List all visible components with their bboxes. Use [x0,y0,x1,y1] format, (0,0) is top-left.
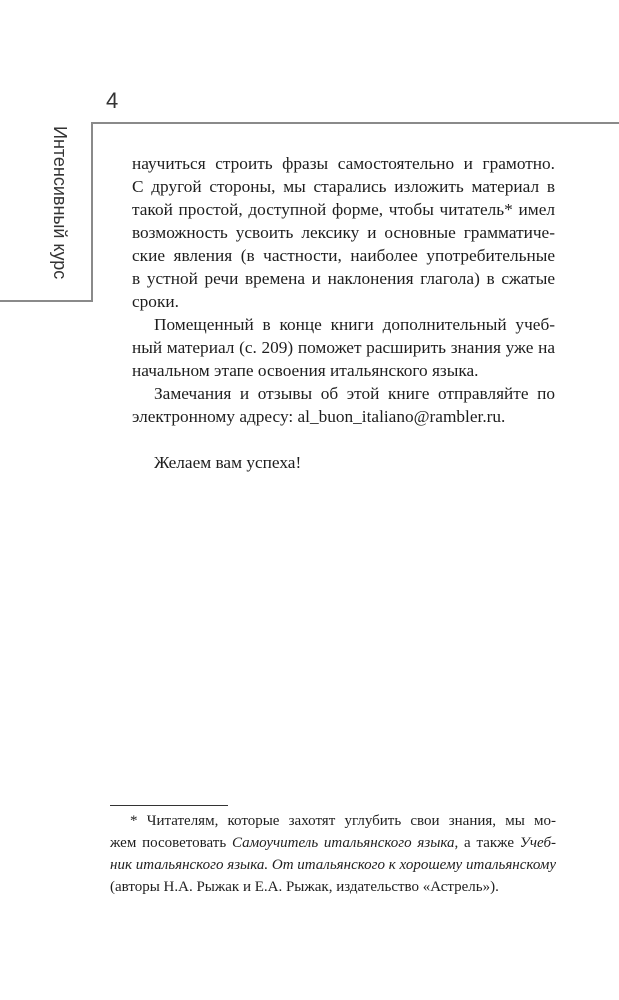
body-line: в устной речи времена и наклонения глагола) в сжатые [132,269,555,288]
frame-vertical-line [91,122,93,302]
closing-line: Желаем вам успеха! [154,453,302,472]
body-line: С другой стороны, мы старались изложить материал в [132,177,555,196]
footnote-line: ник итальянского языка. От итальянского к хорошему итальянскому [110,857,556,873]
body-line: Помещенный в конце книги дополнительный учеб- [154,315,555,334]
footnote-line: (авторы Н.А. Рыжак и Е.А. Рыжак, издательство «Астрель»). [110,879,499,895]
body-line: такой простой, доступной форме, чтобы читатель* имел [132,200,555,219]
body-line: ские явления (в частности, наиболее употребительные [132,246,555,265]
body-line: электронному адресу: al_buon_italiano@rambler.ru. [132,407,506,426]
frame-bottom-line [0,300,93,302]
body-line: сроки. [132,292,179,311]
body-line: ный материал (с. 209) поможет расширить знания уже на [132,338,555,357]
footnote-rule [110,805,228,806]
footnote-line: * Читателям, которые захотят углубить свои знания, мы мо- [130,813,556,829]
footnote-line [110,832,556,854]
page-number: 4 [106,88,119,113]
section-title: Интенсивный курс [50,126,70,280]
book-title: Самоучитель итальянского языка [231,835,455,851]
footnote-text: , а также [454,835,520,851]
body-line: начальном этапе освоения итальянского языка. [132,361,479,380]
body-line: Замечания и отзывы об этой книге отправляйте по [154,384,555,403]
frame-top-line [91,122,619,124]
book-title: Учеб- [519,835,556,851]
body-line: научиться строить фразы самостоятельно и грамотно. [132,154,555,173]
footnote-text: жем посоветовать [110,835,232,851]
body-line: возможность усвоить лексику и основные грамматиче- [132,223,555,242]
